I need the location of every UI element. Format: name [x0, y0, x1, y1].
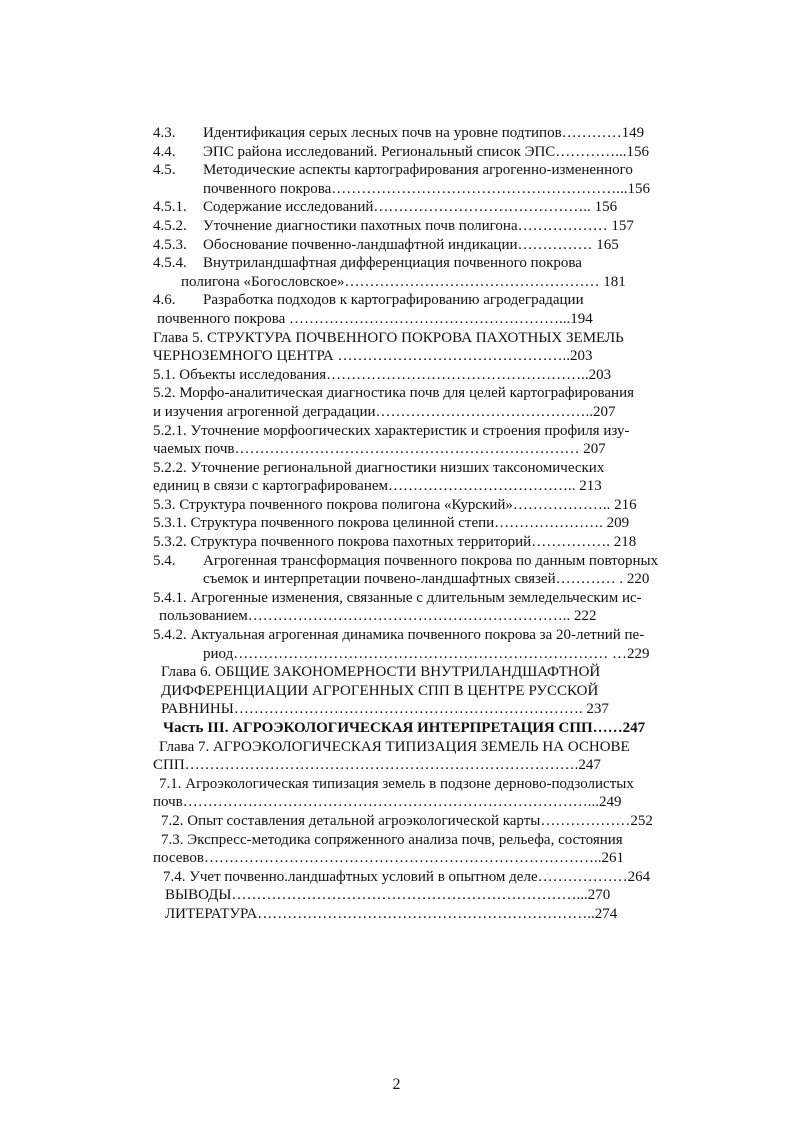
toc-entry-5-2-2-cont [153, 477, 718, 496]
page-number: 2 [392, 1076, 401, 1093]
toc-text: риод………………………………………………………………… …229 [203, 645, 650, 662]
toc-text: единиц в связи с картографированем……………………………….. 213 [153, 478, 602, 495]
toc-entry-4-6-cont [153, 310, 718, 329]
toc-text: РАВНИНЫ……………………………………………………………. 237 [161, 701, 609, 718]
toc-text: ЭПС района исследований. Региональный список ЭПС…………...156 [203, 143, 650, 160]
toc-text: Глава 7. АГРОЭКОЛОГИЧЕСКАЯ ТИПИЗАЦИЯ ЗЕМЕЛЬ НА ОСНОВЕ [159, 738, 630, 755]
toc-text: 5.4.2. Актуальная агрогенная динамика почвенного покрова за 20-летний пе- [153, 627, 645, 644]
toc-chapter-5-cont [153, 347, 718, 366]
toc-text: 5.4.1. Агрогенные изменения, связанные с длительным земледельческим ис- [153, 589, 642, 606]
toc-text: Внутриландшафтная дифференциация почвенного покрова [203, 255, 582, 272]
toc-chapter-6-cont-1 [153, 682, 718, 701]
toc-entry-7-3-cont [153, 849, 718, 868]
toc-text: Идентификация серых лесных почв на уровне подтипов…………149 [203, 125, 645, 141]
toc-entry-5-2-1-cont [153, 440, 718, 459]
toc-text: чаемых почв…………………………………………………………… 207 [153, 441, 606, 458]
toc-entry-4-4 [153, 143, 718, 162]
toc-entry-7-2 [153, 812, 718, 831]
toc-text: 5.3.1. Структура почвенного покрова целинной степи…………………. 209 [153, 515, 630, 532]
toc-entry-5-1 [153, 366, 718, 385]
toc-entry-7-1 [153, 775, 718, 794]
toc-entry-5-2 [153, 384, 718, 403]
toc-text: 5.2.2. Уточнение региональной диагностики низших таксономических [153, 459, 605, 476]
toc-entry-4-5-cont [153, 180, 718, 199]
toc-text: почв………………………………………………………………………...249 [153, 794, 622, 811]
toc-entry-5-2-cont [153, 403, 718, 422]
toc-entry-4-5-4-cont [153, 273, 718, 292]
toc-entry-5-3-2 [153, 533, 718, 552]
toc-entry-4-3 [153, 124, 718, 143]
toc-entry-5-4-cont [153, 570, 718, 589]
toc-entry-5-4-1-cont [153, 607, 718, 626]
toc-text: Содержание исследований…………………………………….. 156 [203, 199, 618, 216]
toc-text: Разработка подходов к картографированию агродеградации [203, 292, 584, 309]
toc-text: 5.3. Структура почвенного покрова полигона «Курский»……………….. 216 [153, 496, 637, 513]
toc-number: 4.3. [153, 125, 176, 141]
toc-entry-5-4 [153, 552, 718, 571]
toc-entry-5-2-1 [153, 422, 718, 441]
toc-text: Уточнение диагностики пахотных почв полигона……………… 157 [203, 217, 634, 234]
toc-text: почвенного покрова ………………………………………………...194 [157, 310, 593, 327]
toc-entry-4-5-1 [153, 198, 718, 217]
toc-text: ДИФФЕРЕНЦИАЦИИ АГРОГЕННЫХ СПП В ЦЕНТРЕ РУССКОЙ [161, 682, 599, 699]
toc-text: 7.2. Опыт составления детальной агроэкологической карты………………252 [161, 812, 653, 829]
toc-number: 4.5. [153, 162, 176, 179]
toc-number: 4.6. [153, 292, 176, 309]
toc-text: 7.3. Экспресс-методика сопряженного анализа почв, рельефа, состояния [161, 831, 623, 848]
toc-entry-4-5 [153, 161, 718, 180]
toc-text: 5.3.2. Структура почвенного покрова пахотных территорий……………. 218 [153, 534, 637, 551]
toc-number: 4.5.2. [153, 217, 187, 234]
toc-entry-5-2-2 [153, 459, 718, 478]
toc-chapter-7 [153, 738, 718, 757]
toc-entry-4-5-2 [153, 217, 718, 236]
toc-entry-5-4-1 [153, 589, 718, 608]
toc-text: съемок и интерпретации почвено-ландшафтных связей………… . 220 [203, 571, 650, 588]
toc-number: 4.5.4. [153, 255, 187, 272]
toc-text: 7.1. Агроэкологическая типизация земель в подзоне дерново-подзолистых [159, 775, 634, 792]
toc-entry-7-1-cont [153, 793, 718, 812]
toc-chapter-6-cont-2 [153, 700, 718, 719]
toc-text: ЧЕРНОЗЕМНОГО ЦЕНТРА ………………………………………..203 [153, 348, 593, 365]
toc-chapter-5 [153, 329, 718, 348]
toc-entry-7-4 [153, 868, 718, 887]
toc-text: пользованием……………………………………………………….. 222 [159, 608, 597, 625]
toc-entry-5-3-1 [153, 514, 718, 533]
toc-text: 5.2. Морфо-аналитическая диагностика почв для целей картографирования [153, 385, 634, 402]
toc-text: Агрогенная трансформация почвенного покрова по данным повторных [203, 552, 659, 569]
toc-entry-4-5-4 [153, 254, 718, 273]
toc-number: 4.4. [153, 143, 176, 160]
toc-chapter-7-cont [153, 756, 718, 775]
toc-conclusions [153, 886, 718, 905]
toc-text: и изучения агрогенной деградации……………………………………..207 [153, 403, 616, 420]
toc-text: Часть III. АГРОЭКОЛОГИЧЕСКАЯ ИНТЕРПРЕТАЦИЯ СПП……247 [163, 720, 646, 736]
toc-text: Глава 5. СТРУКТУРА ПОЧВЕННОГО ПОКРОВА ПАХОТНЫХ ЗЕМЕЛЬ [153, 329, 624, 346]
toc-text: 7.4. Учет почвенно.ландшафтных условий в опытном деле………………264 [163, 868, 651, 885]
toc-entry-5-4-2-cont [153, 645, 718, 664]
toc-number: 5.4. [153, 552, 176, 569]
toc-references [153, 905, 718, 924]
toc-text: посевов……………………………………………………………………..261 [153, 850, 624, 867]
toc-text: СПП…………………………………………………………………….247 [153, 757, 601, 774]
toc-number: 4.5.1. [153, 199, 187, 216]
toc-text: 5.1. Объекты исследования……………………………………………..203 [153, 366, 612, 383]
toc-text: ЛИТЕРАТУРА…………………………………………………………..274 [165, 905, 618, 922]
toc-text: Обоснование почвенно-ландшафтной индикации…………… 165 [203, 236, 619, 253]
toc-text: Глава 6. ОБЩИЕ ЗАКОНОМЕРНОСТИ ВНУТРИЛАНДШАФТНОЙ [161, 664, 601, 681]
toc-text: Методические аспекты картографирования агрогенно-измененного [203, 162, 633, 179]
toc-text: ВЫВОДЫ……………………………………………………………...270 [165, 887, 611, 904]
toc-entry-4-6 [153, 291, 718, 310]
toc-chapter-6 [153, 663, 718, 682]
toc-number: 4.5.3. [153, 236, 187, 253]
table-of-contents [153, 124, 718, 924]
toc-text: полигона «Богословское»…………………………………………… 181 [181, 273, 626, 290]
toc-part-3 [153, 719, 718, 738]
toc-text: 5.2.1. Уточнение морфоогических характеристик и строения профиля изу- [153, 422, 630, 439]
toc-text: почвенного покрова…………………………………………………...156 [203, 180, 651, 197]
toc-entry-5-3 [153, 496, 718, 515]
toc-entry-7-3 [153, 831, 718, 850]
toc-entry-5-4-2 [153, 626, 718, 645]
toc-entry-4-5-3 [153, 236, 718, 255]
